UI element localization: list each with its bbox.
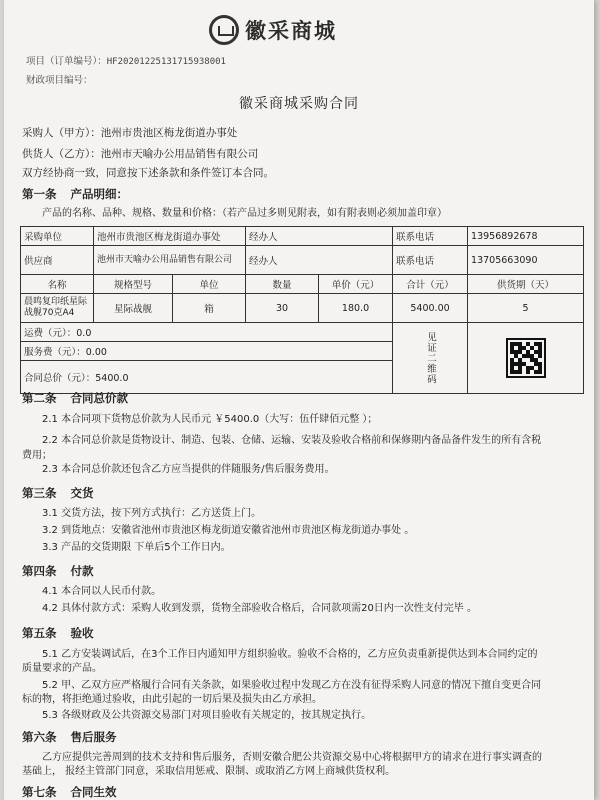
order-number-line: [26, 53, 226, 67]
product-unit-price: 180.0: [319, 294, 393, 323]
supplier-label: 供应商: [21, 246, 94, 275]
section-title: 交货: [70, 486, 94, 500]
section-2-heading: [22, 390, 142, 406]
product-name: 晨鸣复印纸星际战舰70克A4: [21, 294, 94, 323]
clause-3-3: 3.3 产品的交货期限 下单后5个工作日内。: [42, 542, 231, 553]
clause-2-2: 2.2 本合同总价款是货物设计、制造、包装、仓储、运输、安装及验收合格前和保修期内备品备件发生的所有含税: [42, 435, 542, 446]
buyer-phone: 13956892678: [468, 227, 584, 246]
service-fee-cell: 服务费（元）：0.00: [21, 342, 393, 361]
section-4-heading: [22, 563, 108, 579]
col-header: 规格型号: [94, 275, 173, 294]
section-7-heading: [22, 784, 131, 800]
product-quantity: 30: [246, 294, 319, 323]
section-title: 付款: [70, 564, 94, 578]
product-model: 星际战舰: [94, 294, 173, 323]
clause-5-1: 5.1 乙方安装调试后，在3个工作日内通知甲方组织验收。验收不合格的，乙方应负责重新提供达到本合同约定的: [42, 649, 538, 660]
buyer-unit-label: 采购单位: [21, 227, 94, 246]
qr-code-icon: [506, 338, 546, 378]
contract-total-cell: 合同总价（元）：5400.0: [21, 361, 393, 394]
clause-5-3: 5.3 各级财政及公共资源交易部门对项目验收有关规定的，按其规定执行。: [42, 710, 372, 721]
section-5-heading: [22, 625, 108, 641]
brand-name: 徽采商城: [245, 19, 337, 43]
order-number-label: 项目（订单编号）：: [26, 56, 107, 67]
qr-cell: [468, 323, 584, 394]
contract-title: 徽采商城采购合同: [239, 96, 359, 112]
clause-5-1-cont: 质量要求的产品。: [22, 663, 102, 674]
clause-2-1: 2.1 本合同项下货物总价款为人民币元 ￥5400.0（大写：伍仟肆佰元整 ）；: [42, 414, 378, 425]
freight-cell: 运费（元）：0.0: [21, 323, 393, 342]
section-1-note: 产品的名称、品种、规格、数量和价格：（若产品过多则见附表，如有附表则必须加盖印章）: [42, 208, 447, 219]
product-delivery-days: 5: [468, 294, 584, 323]
intro-text: 双方经协商一致，同意按下述条款和条件签订本合同。: [22, 167, 274, 179]
brand-logo: [209, 12, 337, 48]
supplier-phone: 13705663090: [468, 246, 584, 275]
col-header: 数量: [246, 275, 319, 294]
section-title: 产品明细：: [70, 187, 128, 201]
order-number: HF20201225131715938001: [106, 57, 226, 67]
section-title: 合同生效: [70, 785, 117, 799]
col-header: 合计（元）: [393, 275, 468, 294]
col-header: 单价（元）: [319, 275, 393, 294]
qr-label-cell: [393, 323, 468, 394]
product-unit: 箱: [173, 294, 246, 323]
product-table: [20, 226, 584, 394]
clause-3-2: 3.2 到货地点：安徽省池州市贵池区梅龙街道安徽省池州市贵池区梅龙街道办事处 。: [42, 525, 415, 536]
qr-label: 见证二维码: [425, 331, 437, 385]
table-header-row: [21, 275, 584, 294]
section-3-heading: [22, 485, 108, 501]
col-header: 供货期（天）: [468, 275, 584, 294]
contract-page: [4, 0, 594, 800]
section-number: 第五条: [22, 626, 57, 640]
section-number: 第四条: [22, 564, 57, 578]
table-row: [21, 294, 584, 323]
section-title: 售后服务: [70, 730, 117, 744]
clause-6-1-cont: 基础上， 报经主管部门同意，采取信用惩戒、限制、或取消乙方网上商城供货权利。: [22, 766, 396, 777]
section-number: 第七条: [22, 785, 57, 799]
buyer-phone-label: 联系电话: [393, 227, 468, 246]
supplier-party: 供货人（乙方）：池州市天喻办公用品销售有限公司: [22, 148, 259, 160]
supplier-agent-label: 经办人: [246, 246, 393, 275]
clause-4-2: 4.2 具体付款方式：采购人收到发票，货物全部验收合格后，合同款项需20日内一次性支付完毕 。: [42, 603, 477, 614]
section-title: 验收: [70, 626, 94, 640]
section-number: 第六条: [22, 730, 57, 744]
section-number: 第二条: [22, 391, 57, 405]
section-title: 合同总价款: [70, 391, 128, 405]
table-row: [21, 246, 584, 275]
supplier-value: 池州市天喻办公用品销售有限公司: [94, 246, 246, 275]
clause-2-2-cont: 费用；: [22, 450, 52, 461]
section-6-heading: [22, 729, 131, 745]
table-row: [21, 227, 584, 246]
supplier-phone-label: 联系电话: [393, 246, 468, 275]
buyer-unit-value: 池州市贵池区梅龙街道办事处: [94, 227, 246, 246]
clause-2-3: 2.3 本合同总价款还包含乙方应当提供的伴随服务/售后服务费用。: [42, 464, 335, 475]
product-total: 5400.00: [393, 294, 468, 323]
section-1-heading: [22, 186, 142, 202]
buyer-party: 采购人（甲方）：池州市贵池区梅龙街道办事处: [22, 127, 238, 139]
clause-4-1: 4.1 本合同以人民币付款。: [42, 586, 162, 597]
buyer-agent-label: 经办人: [246, 227, 393, 246]
table-row: [21, 323, 584, 342]
section-number: 第三条: [22, 486, 57, 500]
clause-3-1: 3.1 交货方法，按下列方式执行：乙方送货上门。: [42, 508, 262, 519]
logo-icon: [209, 15, 239, 45]
clause-5-2: 5.2 甲、乙双方应严格履行合同有关条款，如果验收过程中发现乙方在没有征得采购人同意的情况下擅自变更合同: [42, 680, 542, 691]
col-header: 名称: [21, 275, 94, 294]
section-number: 第一条: [22, 187, 57, 201]
clause-6-1: 乙方应提供完善周到的技术支持和售后服务，否则安徽合肥公共资源交易中心将根据甲方的请求在进行事实调查的: [42, 752, 542, 763]
col-header: 单位: [173, 275, 246, 294]
clause-5-2-cont: 标的物，将拒绝通过验收，由此引起的一切后果及损失由乙方承担。: [22, 694, 322, 705]
finance-project-label: 财政项目编号：: [26, 75, 93, 86]
